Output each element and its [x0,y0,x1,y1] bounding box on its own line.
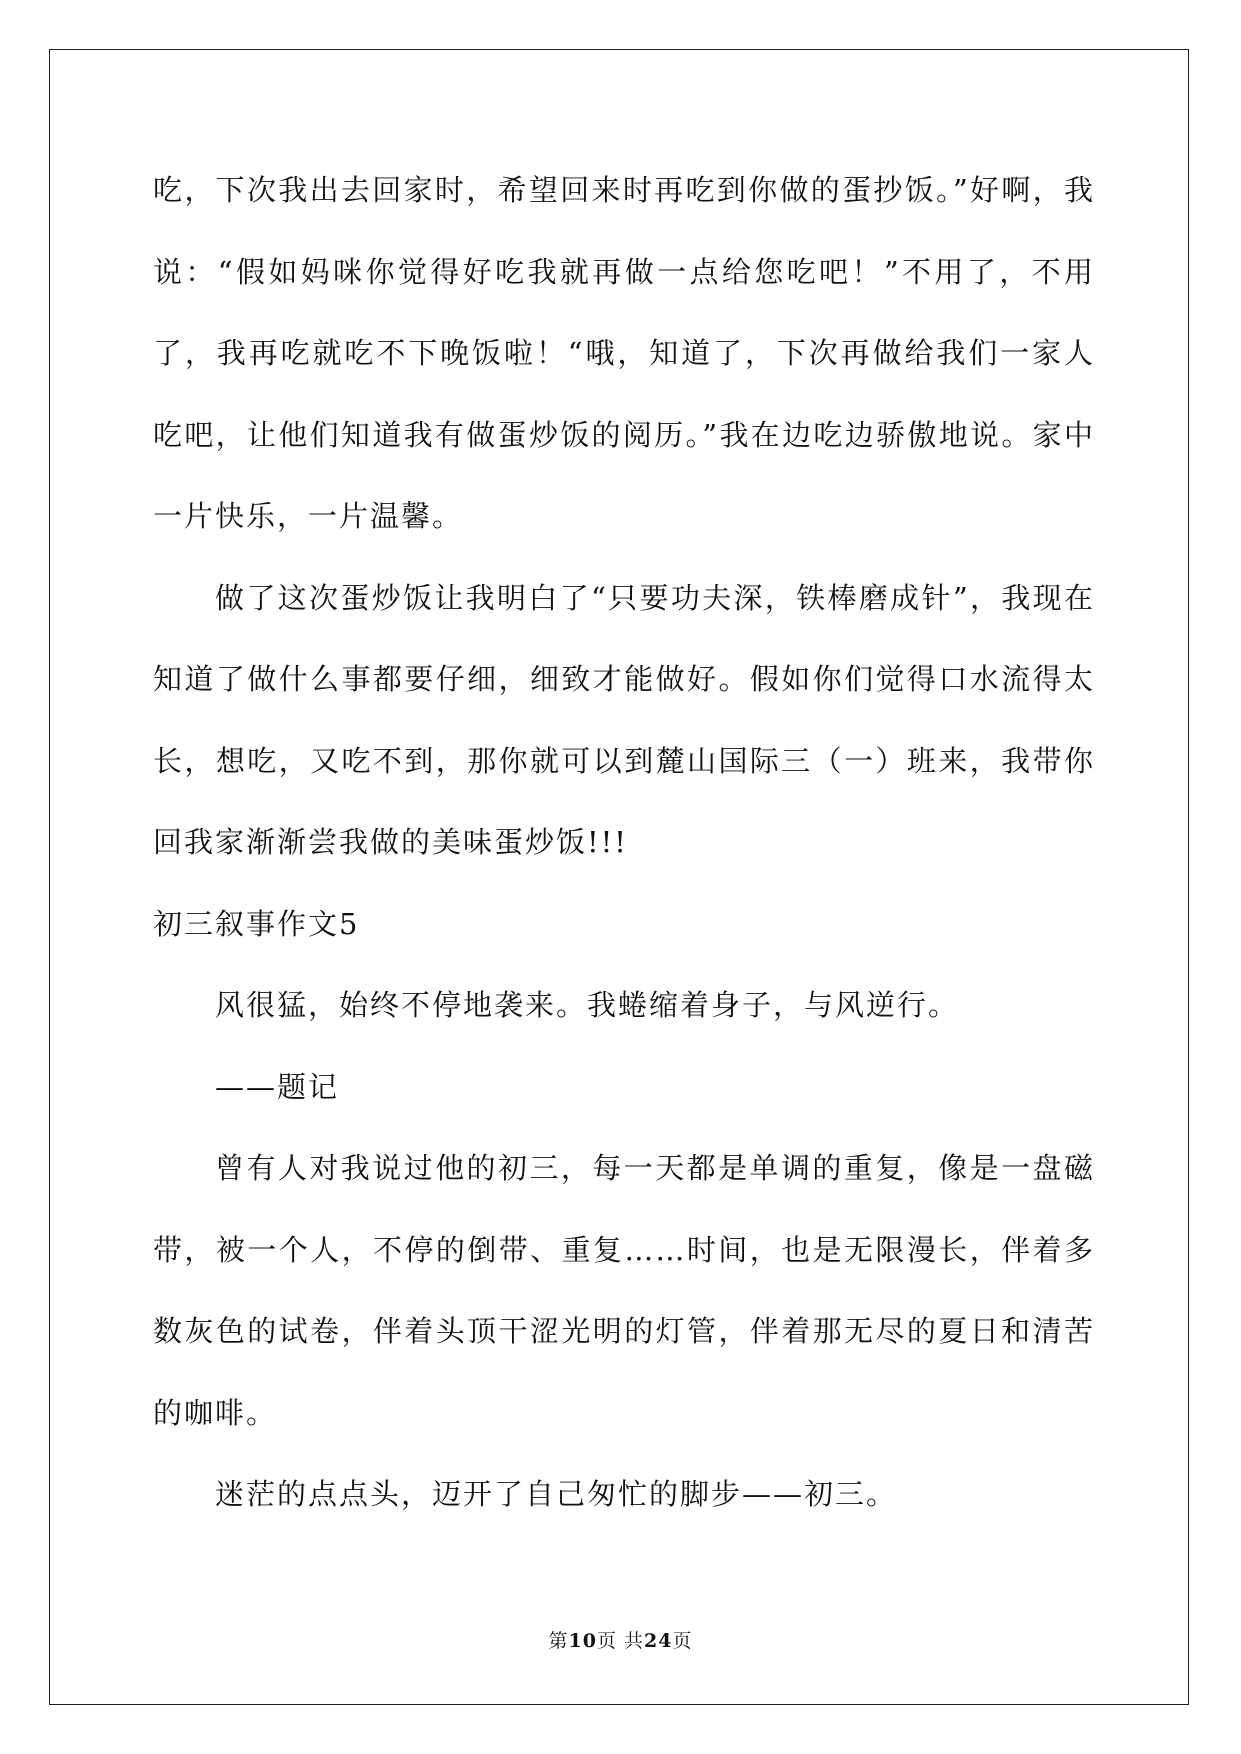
footer-page-number: 10 [568,1630,597,1652]
document-body [153,150,1095,1536]
footer-middle: 页 共 [596,1630,645,1652]
section-title: 初三叙事作文5 [153,906,360,941]
footer-total-pages: 24 [644,1630,673,1652]
footer-suffix: 页 [672,1630,693,1652]
page-footer [0,1626,1241,1653]
paragraph-conclusion: 做了这次蛋炒饭让我明白了“只要功夫深，铁棒磨成针”，我现在知道了做什么事都要仔细，细致才能做好。假如你们觉得口水流得太长，想吃，又吃不到，那你就可以到麓山国际三（一）班来，我带你回我家渐渐尝我做的美味蛋炒饭!!! [153,580,1095,859]
paragraph-body: 曾有人对我说过他的初三，每一天都是单调的重复，像是一盘磁带，被一个人，不停的倒带、重复……时间，也是无限漫长，伴着多数灰色的试卷，伴着头顶干涩光明的灯管，伴着那无尽的夏日和清苦的咖啡。 [153,1151,1095,1430]
footer-prefix: 第 [548,1630,569,1652]
paragraph-epigraph-attribution: ——题记 [215,1069,340,1104]
paragraph-body-end: 迷茫的点点头，迈开了自己匆忙的脚步——初三。 [215,1477,898,1511]
paragraph-epigraph: 风很猛，始终不停地袭来。我蜷缩着身子，与风逆行。 [215,988,960,1022]
paragraph-continued: 吃，下次我出去回家时，希望回来时再吃到你做的蛋抄饭。”好啊，我说：“假如妈咪你觉得好吃我就再做一点给您吃吧！”不用了，不用了，我再吃就吃不下晚饭啦！“哦，知道了，下次再做给我们一家人吃吧，让他们知道我有做蛋炒饭的阅历。”我在边吃边骄傲地说。家中一片快乐，一片温馨。 [153,173,1095,533]
